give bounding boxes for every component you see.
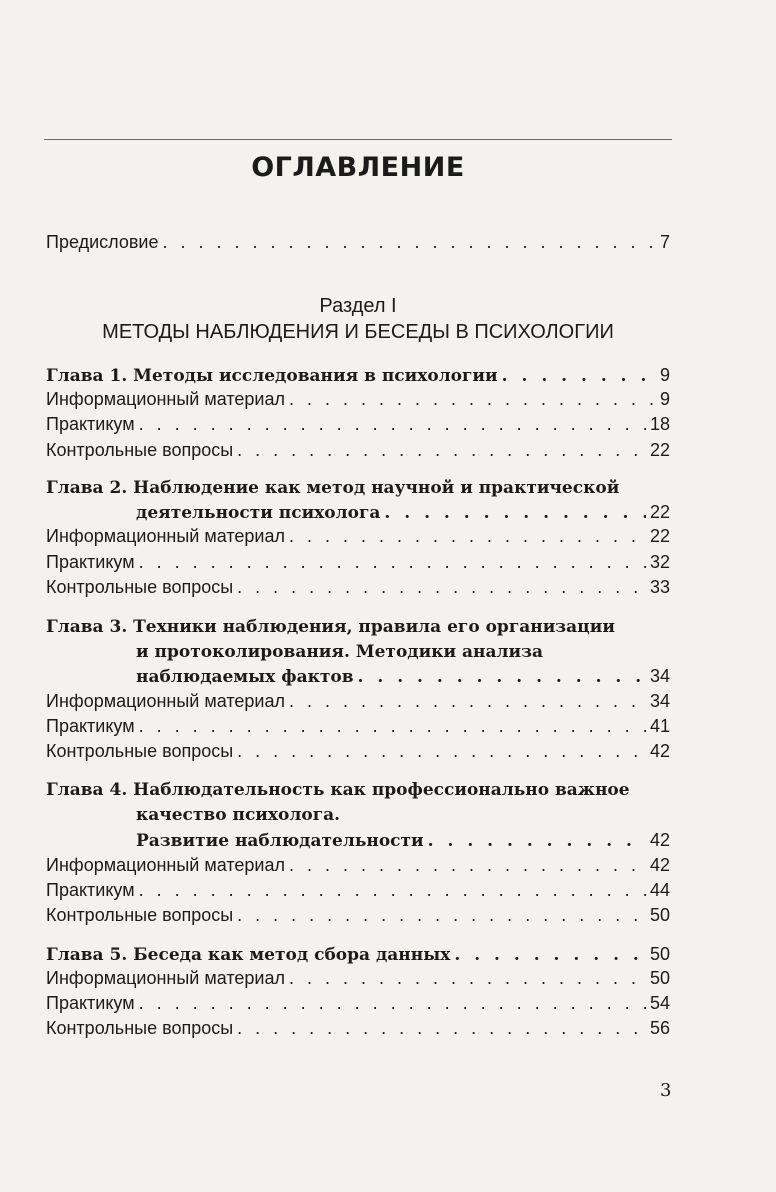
toc-entry-page: 54 (649, 993, 670, 1013)
toc-entry-label: Контрольные вопросы (46, 905, 234, 925)
toc-entry-page: 42 (649, 741, 670, 761)
toc-entry[interactable] (46, 876, 670, 904)
toc-entry[interactable] (46, 385, 670, 413)
leader-dots (237, 1014, 646, 1042)
toc-entry-page: 9 (659, 389, 670, 409)
leader-dots (139, 548, 646, 576)
toc-entry-page: 34 (649, 691, 670, 711)
toc-chapter-3-line1[interactable] (46, 613, 670, 641)
toc-entry-label: Информационный материал (46, 968, 285, 988)
toc-entry-page: 41 (649, 716, 670, 736)
leader-dots (139, 989, 646, 1017)
toc-entry[interactable] (46, 436, 670, 464)
toc-entry-label: Контрольные вопросы (46, 1018, 234, 1038)
chapter-page: 42 (649, 830, 670, 850)
toc-entry-label: Предисловие (46, 232, 159, 252)
section-number: Раздел I (319, 295, 397, 317)
toc-entry[interactable] (46, 989, 670, 1017)
toc-entry-page: 50 (649, 905, 670, 925)
toc-entry-page: 42 (649, 855, 670, 875)
toc-entry-label: Практикум (46, 414, 135, 434)
toc-entry[interactable] (46, 851, 670, 879)
toc-chapter-3-line3[interactable] (136, 662, 670, 690)
chapter-title: Развитие наблюдательности (136, 831, 424, 851)
toc-entry-page: 56 (649, 1018, 670, 1038)
page-number: 3 (660, 1080, 672, 1101)
toc-entry[interactable] (46, 737, 670, 765)
toc-entry-label: Информационный материал (46, 855, 285, 875)
toc-entry-label: Практикум (46, 993, 135, 1013)
toc-entry[interactable] (46, 1014, 670, 1042)
toc-entry[interactable] (46, 522, 670, 550)
leader-dots (237, 901, 646, 929)
toc-chapter-4-line2[interactable] (136, 801, 670, 829)
chapter-title: наблюдаемых фактов (136, 667, 354, 687)
toc-entry-label: Информационный материал (46, 526, 285, 546)
leader-dots (237, 737, 646, 765)
page-title: ОГЛАВЛЕНИЕ (251, 152, 465, 183)
leader-dots (289, 522, 646, 550)
toc-entry-label: Контрольные вопросы (46, 741, 234, 761)
leader-dots (289, 687, 646, 715)
toc-entry-page: 50 (649, 968, 670, 988)
chapter-title: Глава 1. Методы исследования в психологии (46, 366, 498, 386)
chapter-page: 50 (649, 944, 670, 964)
toc-entry-page: 18 (649, 414, 670, 434)
chapter-title: деятельности психолога (136, 503, 381, 523)
leader-dots (162, 228, 656, 256)
chapter-title: Глава 2. Наблюдение как метод научной и практической (46, 478, 620, 498)
leader-dots (139, 712, 646, 740)
toc-entry[interactable] (46, 548, 670, 576)
toc-chapter-4-line1[interactable] (46, 776, 670, 804)
toc-chapter-4-line3[interactable] (136, 826, 670, 854)
toc-entry-page: 33 (649, 577, 670, 597)
chapter-page: 22 (649, 502, 670, 522)
chapter-title: Глава 3. Техники наблюдения, правила его организации (46, 617, 615, 637)
toc-entry-page: 32 (649, 552, 670, 572)
toc-entry[interactable] (46, 687, 670, 715)
chapter-page: 34 (649, 666, 670, 686)
chapter-page: 9 (659, 365, 670, 385)
toc-entry[interactable] (46, 410, 670, 438)
toc-entry[interactable] (46, 901, 670, 929)
toc-entry-label: Информационный материал (46, 389, 285, 409)
chapter-title: Глава 4. Наблюдательность как профессионально важное (46, 780, 630, 800)
leader-dots (237, 573, 646, 601)
leader-dots (289, 964, 646, 992)
toc-entry-page: 7 (659, 232, 670, 252)
toc-entry-label: Контрольные вопросы (46, 577, 234, 597)
toc-entry-preface[interactable] (46, 228, 670, 256)
chapter-title: Глава 5. Беседа как метод сбора данных (46, 945, 451, 965)
leader-dots (289, 851, 646, 879)
leader-dots (139, 410, 646, 438)
toc-entry-label: Контрольные вопросы (46, 440, 234, 460)
toc-entry-label: Практикум (46, 716, 135, 736)
toc-entry-page: 22 (649, 440, 670, 460)
toc-entry-page: 44 (649, 880, 670, 900)
toc-entry-label: Практикум (46, 552, 135, 572)
toc-entry-label: Информационный материал (46, 691, 285, 711)
toc-entry[interactable] (46, 573, 670, 601)
toc-entry[interactable] (46, 964, 670, 992)
toc-entry[interactable] (46, 712, 670, 740)
toc-entry-label: Практикум (46, 880, 135, 900)
section-title: МЕТОДЫ НАБЛЮДЕНИЯ И БЕСЕДЫ В ПСИХОЛОГИИ (102, 321, 614, 343)
chapter-title: качество психолога. (136, 805, 341, 825)
leader-dots (289, 385, 656, 413)
chapter-title: и протоколирования. Методики анализа (136, 642, 543, 662)
top-rule (44, 139, 672, 140)
toc-entry-page: 22 (649, 526, 670, 546)
leader-dots (237, 436, 646, 464)
leader-dots (139, 876, 646, 904)
